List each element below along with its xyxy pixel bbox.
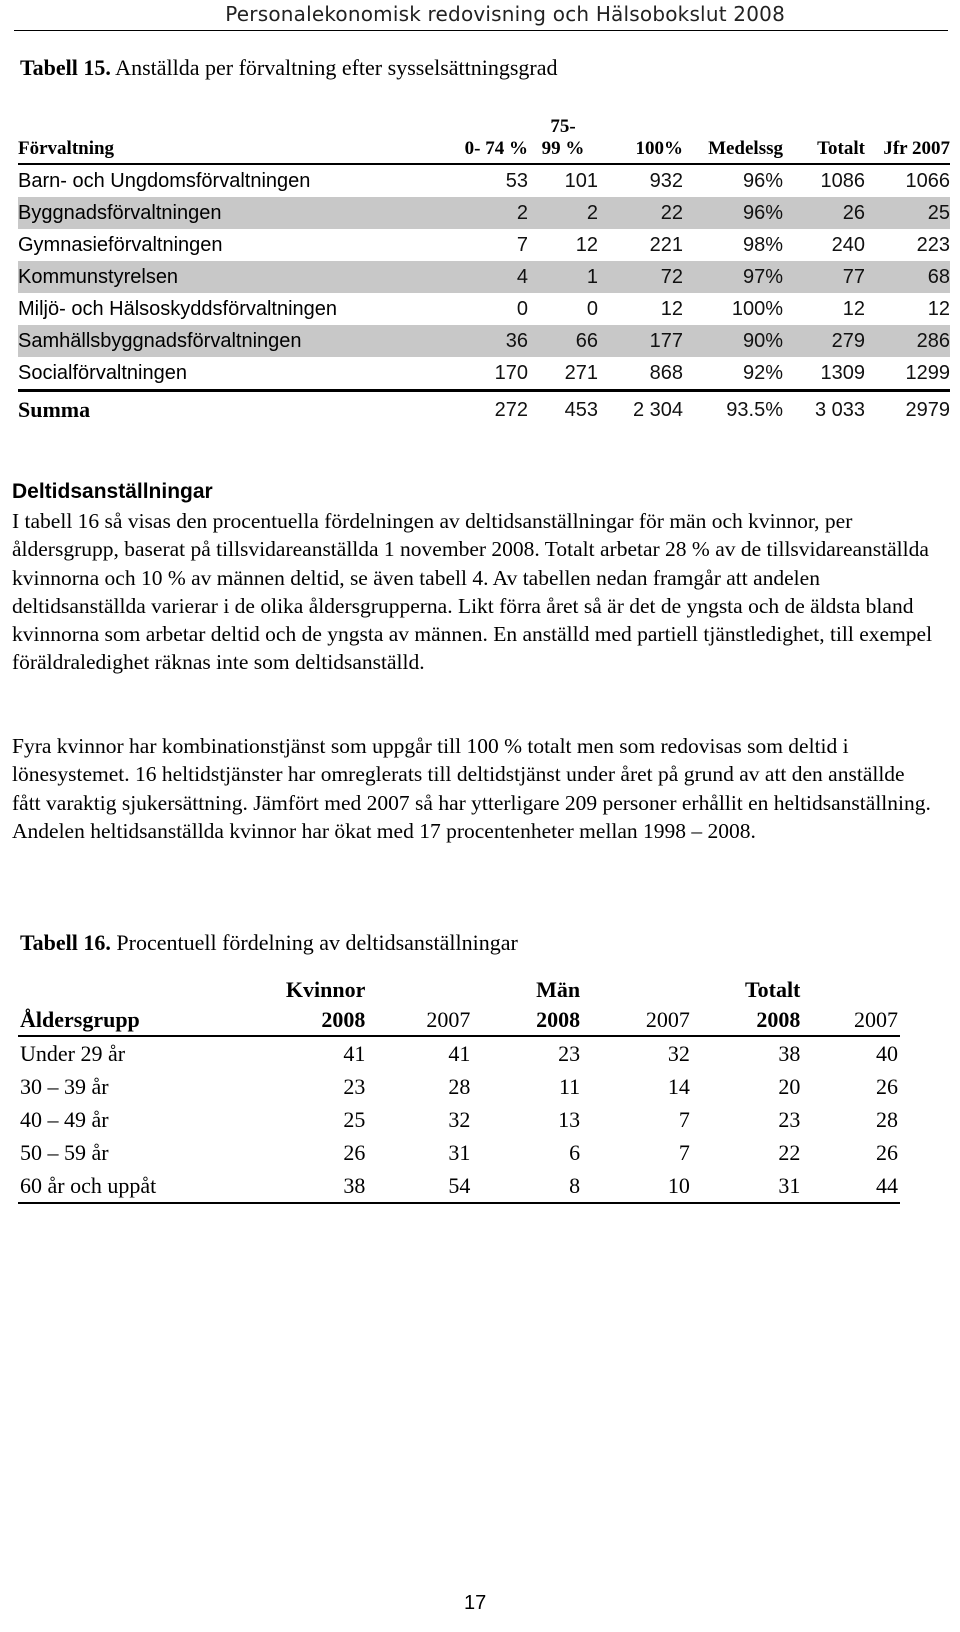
table-cell-value: 100% (731, 298, 783, 320)
table-cell-value: 98% (742, 234, 783, 256)
table-row (18, 261, 950, 293)
table-cell-label: Summa (18, 397, 91, 422)
table-cell-value: 3 033 (814, 399, 865, 421)
table-cell-value: 68 (865, 261, 950, 293)
table-cell-value: 6 (569, 1140, 581, 1165)
table-cell-label: Samhällsbyggnadsförvaltningen (18, 325, 438, 357)
table-cell-value: 453 (564, 399, 598, 421)
table-cell-value: 223 (916, 234, 950, 256)
table-row (18, 229, 950, 261)
table16-col-man-2008: 2008 (536, 1007, 581, 1032)
table-cell-value: 66 (528, 325, 598, 357)
table-cell-value: 97% (683, 261, 783, 293)
table15-col-75-99-line2: 99 % (541, 138, 585, 159)
table-cell-label: Kommunstyrelsen (18, 261, 438, 293)
table-cell-label: Gymnasieförvaltningen (18, 234, 223, 256)
table-cell-value: 240 (831, 234, 865, 256)
table-cell-value: 0 (516, 298, 528, 320)
table-cell-value: 1 (528, 261, 598, 293)
paragraph-1: I tabell 16 så visas den procentuella fördelningen av deltidsanställningar för män och kvinnor, per åldersgrupp, baserat på tillsvidareanställda 1 november 2008. Totalt arbetar 28 % av de tillsvidareanställda kvinnorna och 10 % av männen deltid, se även tabell 4. Av tabellen nedan framgår att andelen deltidsanställda varierar i de olika åldersgrupperna. Likt förra året så är det de yngsta och de äldsta bland kvinnorna som arbetar deltid och de yngsta av männen. En anställd med partiell tjänstledighet, till exempel föräldraledighet räknas inte som deltidsanställd. (12, 509, 933, 675)
table-cell-value: 93.5% (726, 399, 783, 421)
table15-sum-row (18, 391, 950, 429)
table-cell-value: 13 (558, 1107, 581, 1132)
table16-col-totalt-2007: 2007 (854, 1007, 898, 1032)
table16-group-totalt: Totalt (744, 977, 801, 1002)
table16-caption-label: Tabell 16. (20, 930, 111, 955)
table16-col-kvinnor-2007: 2007 (426, 1007, 471, 1032)
table-cell-value: 272 (494, 399, 528, 421)
table-row (18, 197, 950, 229)
table-cell-value: 11 (558, 1074, 581, 1099)
table-cell-value: 1299 (905, 362, 950, 384)
table-cell-value: 44 (876, 1173, 898, 1198)
table-cell-value: 279 (783, 325, 865, 357)
table-cell-value: 4 (438, 261, 528, 293)
table-cell-value: 8 (569, 1173, 581, 1198)
table-cell-value: 25 (343, 1107, 366, 1132)
table15-header-row (18, 108, 950, 164)
table15-col-75-99-line1: 75- (550, 116, 576, 137)
table15-col-jfr2007: Jfr 2007 (883, 138, 950, 159)
table16-header-row (18, 1005, 900, 1036)
table-cell-value: 12 (927, 298, 950, 320)
table-cell-value: 1309 (820, 362, 865, 384)
table-cell-value: 28 (448, 1074, 471, 1099)
table-row (18, 293, 950, 325)
table16-body (18, 1036, 900, 1203)
table-row (18, 164, 950, 197)
table-cell-value: 7 (516, 234, 528, 256)
table-cell-value: 96% (683, 197, 783, 229)
table-cell-label: Byggnadsförvaltningen (18, 197, 438, 229)
table-cell-label: Socialförvaltningen (18, 362, 187, 384)
table16-caption (20, 930, 518, 956)
table-cell-value: 12 (842, 298, 865, 320)
table-cell-value: 20 (778, 1074, 801, 1099)
table16-group-header-row (18, 975, 900, 1005)
table16 (18, 975, 900, 1204)
paragraph-2: Fyra kvinnor har kombinationstjänst som uppgår till 100 % totalt men som redovisas som deltid i lönesystemet. 16 heltidstjänster har omreglerats till deltidstjänst under året på grund av att den anställde fått varaktig sjukersättning. Jämfört med 2007 så har ytterligare 209 personer erhållit en heltidsanställning. Andelen heltidsanställda kvinnor har ökat med 17 procentenheter mellan 1998 – 2008. (12, 734, 931, 843)
table-cell-value: 31 (448, 1140, 471, 1165)
table-cell-value: 12 (575, 234, 598, 256)
section-heading: Deltidsanställningar (12, 480, 213, 503)
table-cell-value: 31 (778, 1173, 801, 1198)
table-cell-label: 60 år och uppåt (20, 1173, 157, 1198)
table-cell-value: 101 (564, 170, 598, 192)
table-cell-value: 72 (598, 261, 683, 293)
table-cell-value: 1086 (820, 170, 865, 192)
table-cell-value: 25 (865, 197, 950, 229)
table-cell-value: 286 (865, 325, 950, 357)
table-cell-value: 41 (343, 1041, 366, 1066)
table-cell-value: 41 (448, 1041, 471, 1066)
table15-caption-label: Tabell 15. (20, 55, 111, 80)
table16-group-man: Män (536, 977, 581, 1002)
table15-body (18, 164, 950, 428)
table-cell-label: 30 – 39 år (20, 1074, 109, 1099)
table-cell-value: 38 (778, 1041, 801, 1066)
table-cell-value: 26 (876, 1074, 898, 1099)
table-cell-label: Barn- och Ungdomsförvaltningen (18, 170, 311, 192)
table-cell-value: 170 (494, 362, 528, 384)
table-cell-value: 26 (783, 197, 865, 229)
table16-col-totalt-2008: 2008 (756, 1007, 801, 1032)
table15 (18, 108, 950, 428)
table-cell-value: 10 (667, 1173, 690, 1198)
table-cell-value: 53 (505, 170, 528, 192)
table-cell-value: 40 (876, 1041, 898, 1066)
table-cell-label: 40 – 49 år (20, 1107, 109, 1132)
table-cell-value: 32 (667, 1041, 690, 1066)
table16-col-kvinnor-2008: 2008 (321, 1007, 366, 1032)
table-row (18, 1103, 900, 1136)
table16-caption-text: Procentuell fördelning av deltidsanställningar (110, 930, 518, 955)
table-cell-value: 7 (678, 1140, 690, 1165)
table15-col-medelssg: Medelssg (708, 138, 783, 159)
table-cell-value: 36 (438, 325, 528, 357)
table-row (18, 1169, 900, 1203)
table-cell-value: 2 (528, 197, 598, 229)
table15-caption (20, 55, 558, 81)
table-cell-value: 26 (343, 1140, 366, 1165)
table16-group-kvinnor: Kvinnor (285, 977, 366, 1002)
table-cell-value: 932 (649, 170, 683, 192)
table-cell-value: 92% (742, 362, 783, 384)
table-cell-value: 23 (778, 1107, 801, 1132)
table-row (18, 1036, 900, 1070)
table-cell-value: 77 (783, 261, 865, 293)
table-row (18, 1070, 900, 1103)
table-cell-label: Under 29 år (20, 1041, 126, 1066)
table-cell-value: 2 (438, 197, 528, 229)
table15-col-100: 100% (635, 138, 683, 159)
table-cell-value: 1066 (905, 170, 950, 192)
table16-col-aldersgrupp: Åldersgrupp (20, 1007, 140, 1032)
table-cell-value: 177 (598, 325, 683, 357)
table-cell-value: 12 (660, 298, 683, 320)
table-cell-value: 28 (876, 1107, 898, 1132)
table-cell-value: 54 (448, 1173, 471, 1198)
header-rule (14, 30, 948, 31)
table15-col-0-74: 0- 74 % (464, 138, 528, 159)
table-cell-value: 38 (343, 1173, 366, 1198)
running-header: Personalekonomisk redovisning och Hälsobokslut 2008 (225, 2, 785, 26)
table15-caption-text: Anställda per förvaltning efter sysselsättningsgrad (110, 55, 558, 80)
table15-col-75-99 (528, 108, 598, 164)
table-cell-value: 2 304 (632, 399, 683, 421)
table-row (18, 1136, 900, 1169)
table-cell-value: 90% (683, 325, 783, 357)
table-cell-value: 271 (564, 362, 598, 384)
table-cell-value: 22 (778, 1140, 801, 1165)
table15-col-totalt: Totalt (817, 138, 865, 159)
page-number: 17 (464, 1592, 487, 1614)
table-cell-label: Miljö- och Hälsoskyddsförvaltningen (18, 298, 338, 320)
table-cell-value: 221 (649, 234, 683, 256)
table15-col-forvaltning: Förvaltning (18, 138, 115, 159)
table-cell-value: 96% (742, 170, 783, 192)
table-cell-value: 26 (876, 1140, 898, 1165)
table-cell-value: 7 (678, 1107, 690, 1132)
table-cell-value: 32 (448, 1107, 471, 1132)
table-row (18, 357, 950, 391)
table-cell-value: 23 (558, 1041, 581, 1066)
table-cell-value: 14 (667, 1074, 690, 1099)
table-cell-value: 868 (649, 362, 683, 384)
table16-col-man-2007: 2007 (645, 1007, 690, 1032)
table-cell-label: 50 – 59 år (20, 1140, 109, 1165)
table-cell-value: 23 (343, 1074, 366, 1099)
table-cell-value: 22 (598, 197, 683, 229)
table-row (18, 325, 950, 357)
table-cell-value: 2979 (905, 399, 950, 421)
table-cell-value: 0 (586, 298, 598, 320)
